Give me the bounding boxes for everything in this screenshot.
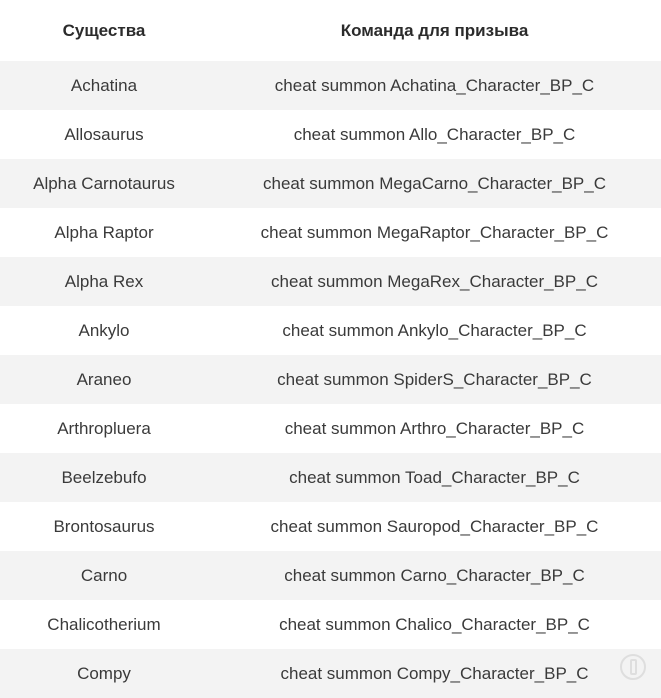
table-row: [0, 306, 661, 355]
creature-cell: Carno: [80, 565, 128, 585]
creature-cell: Beelzebufo: [61, 467, 147, 487]
command-cell: cheat summon Toad_Character_BP_C: [289, 467, 580, 487]
table-row: [0, 404, 661, 453]
table-row: [0, 502, 661, 551]
command-cell: cheat summon Carno_Character_BP_C: [284, 565, 585, 585]
table-row: [0, 649, 661, 698]
table-row: [0, 61, 661, 110]
command-cell: cheat summon SpiderS_Character_BP_C: [277, 369, 592, 389]
header-command: Команда для призыва: [340, 20, 529, 40]
command-cell: cheat summon Achatina_Character_BP_C: [274, 75, 595, 95]
creature-cell: Alpha Rex: [64, 271, 144, 291]
table-row: [0, 257, 661, 306]
creature-cell: Alpha Carnotaurus: [33, 173, 175, 193]
command-cell: cheat summon Allo_Character_BP_C: [293, 124, 576, 144]
table-row: [0, 208, 661, 257]
table-header: [0, 0, 661, 61]
circle-watermark-icon: [616, 650, 650, 684]
table-row: [0, 453, 661, 502]
creature-cell: Alpha Raptor: [54, 222, 154, 242]
creature-cell: Allosaurus: [64, 124, 144, 144]
command-cell: cheat summon Compy_Character_BP_C: [280, 663, 589, 683]
command-cell: cheat summon MegaCarno_Character_BP_C: [262, 173, 606, 193]
header-creatures: Существа: [62, 20, 146, 40]
command-cell: cheat summon Arthro_Character_BP_C: [284, 418, 585, 438]
creature-cell: Araneo: [76, 369, 132, 389]
table-row: [0, 355, 661, 404]
command-cell: cheat summon MegaRaptor_Character_BP_C: [260, 222, 609, 242]
creature-cell: Compy: [77, 663, 131, 683]
table-row: [0, 600, 661, 649]
creature-cell: Achatina: [70, 75, 138, 95]
table-row: [0, 159, 661, 208]
creature-cell: Arthropluera: [57, 418, 151, 438]
creature-cell: Ankylo: [78, 320, 130, 340]
command-cell: cheat summon Ankylo_Character_BP_C: [282, 320, 587, 340]
table-row: [0, 110, 661, 159]
creature-cell: Brontosaurus: [53, 516, 155, 536]
command-cell: cheat summon MegaRex_Character_BP_C: [271, 271, 598, 291]
creature-cell: Chalicotherium: [47, 614, 161, 634]
command-cell: cheat summon Sauropod_Character_BP_C: [270, 516, 599, 536]
command-cell: cheat summon Chalico_Character_BP_C: [279, 614, 590, 634]
table-row: [0, 551, 661, 600]
